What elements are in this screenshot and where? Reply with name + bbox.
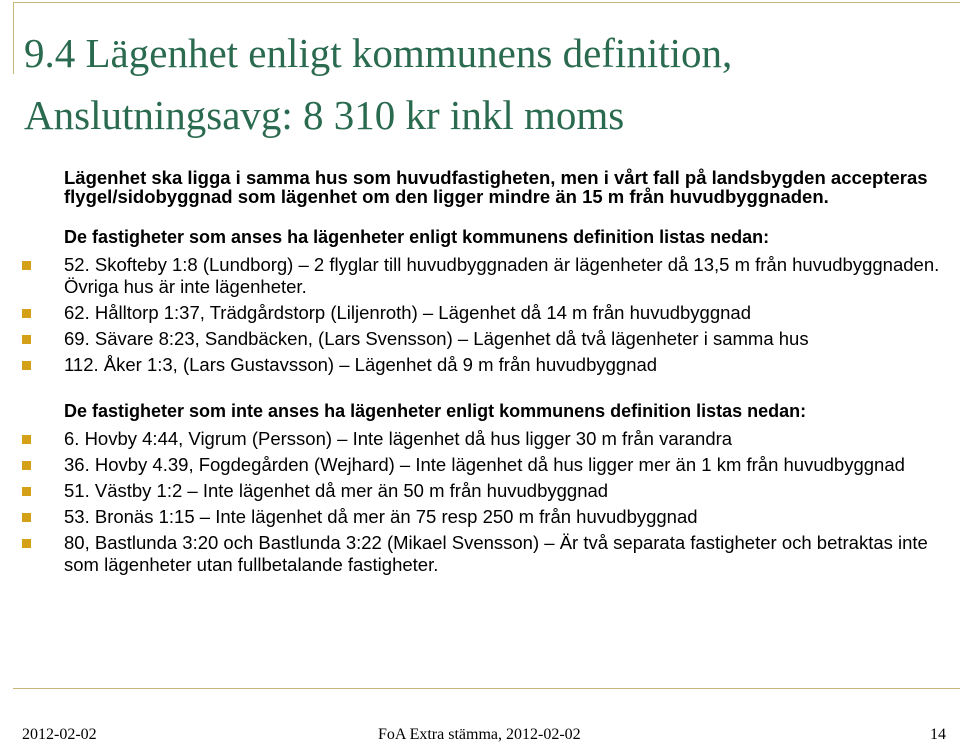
- square-bullet-icon: [22, 435, 31, 444]
- list-item: 53. Bronäs 1:15 – Inte lägenhet då mer än 75 resp 250 m från huvudbyggnad: [64, 506, 944, 528]
- list-item: 112. Åker 1:3, (Lars Gustavsson) – Lägenhet då 9 m från huvudbyggnad: [64, 354, 944, 376]
- section1-heading: De fastigheter som anses ha lägenheter enligt kommunens definition listas nedan:: [64, 227, 770, 247]
- square-bullet-icon: [22, 261, 31, 270]
- list-item: 80, Bastlunda 3:20 och Bastlunda 3:22 (Mikael Svensson) – Är två separata fastigheter och betraktas inte som lägenheter utan fullbetalande fastigheter.: [64, 532, 944, 576]
- square-bullet-icon: [22, 461, 31, 470]
- title-line-1: 9.4 Lägenhet enligt kommunens definition,: [24, 30, 733, 76]
- footer-rule: [13, 688, 960, 689]
- section1-list: [64, 254, 944, 376]
- list-item: 51. Västby 1:2 – Inte lägenhet då mer än 50 m från huvudbyggnad: [64, 480, 944, 502]
- square-bullet-icon: [22, 361, 31, 370]
- square-bullet-icon: [22, 539, 31, 548]
- square-bullet-icon: [22, 309, 31, 318]
- footer-date: 2012-02-02: [22, 726, 97, 743]
- intro-paragraph: Lägenhet ska ligga i samma hus som huvudfastigheten, men i vårt fall på landsbygden accepteras flygel/sidobyggnad som lägenhet om den ligger mindre än 15 m från huvudbyggnaden.: [64, 167, 928, 207]
- section2-list: [64, 428, 944, 576]
- footer-event: FoA Extra stämma, 2012-02-02: [378, 726, 581, 743]
- left-rule: [13, 2, 14, 74]
- list-item: 6. Hovby 4:44, Vigrum (Persson) – Inte lägenhet då hus ligger 30 m från varandra: [64, 428, 944, 450]
- slide-content: [64, 168, 944, 580]
- slide-title: [24, 22, 954, 146]
- list-item: 36. Hovby 4.39, Fogdegården (Wejhard) – Inte lägenhet då hus ligger mer än 1 km från huvudbyggnad: [64, 454, 944, 476]
- list-item: 69. Sävare 8:23, Sandbäcken, (Lars Svensson) – Lägenhet då två lägenheter i samma hus: [64, 328, 944, 350]
- square-bullet-icon: [22, 487, 31, 496]
- section2-heading: De fastigheter som inte anses ha lägenheter enligt kommunens definition listas nedan:: [64, 401, 807, 421]
- page-number: 14: [930, 726, 946, 743]
- square-bullet-icon: [22, 335, 31, 344]
- square-bullet-icon: [22, 513, 31, 522]
- list-item: 52. Skofteby 1:8 (Lundborg) – 2 flyglar till huvudbyggnaden är lägenheter då 13,5 m från huvudbyggnaden. Övriga hus är inte lägenheter.: [64, 254, 944, 298]
- top-rule: [13, 2, 960, 3]
- list-item: 62. Hålltorp 1:37, Trädgårdstorp (Liljenroth) – Lägenhet då 14 m från huvudbyggnad: [64, 302, 944, 324]
- title-line-2: Anslutningsavg: 8 310 kr inkl moms: [24, 92, 625, 138]
